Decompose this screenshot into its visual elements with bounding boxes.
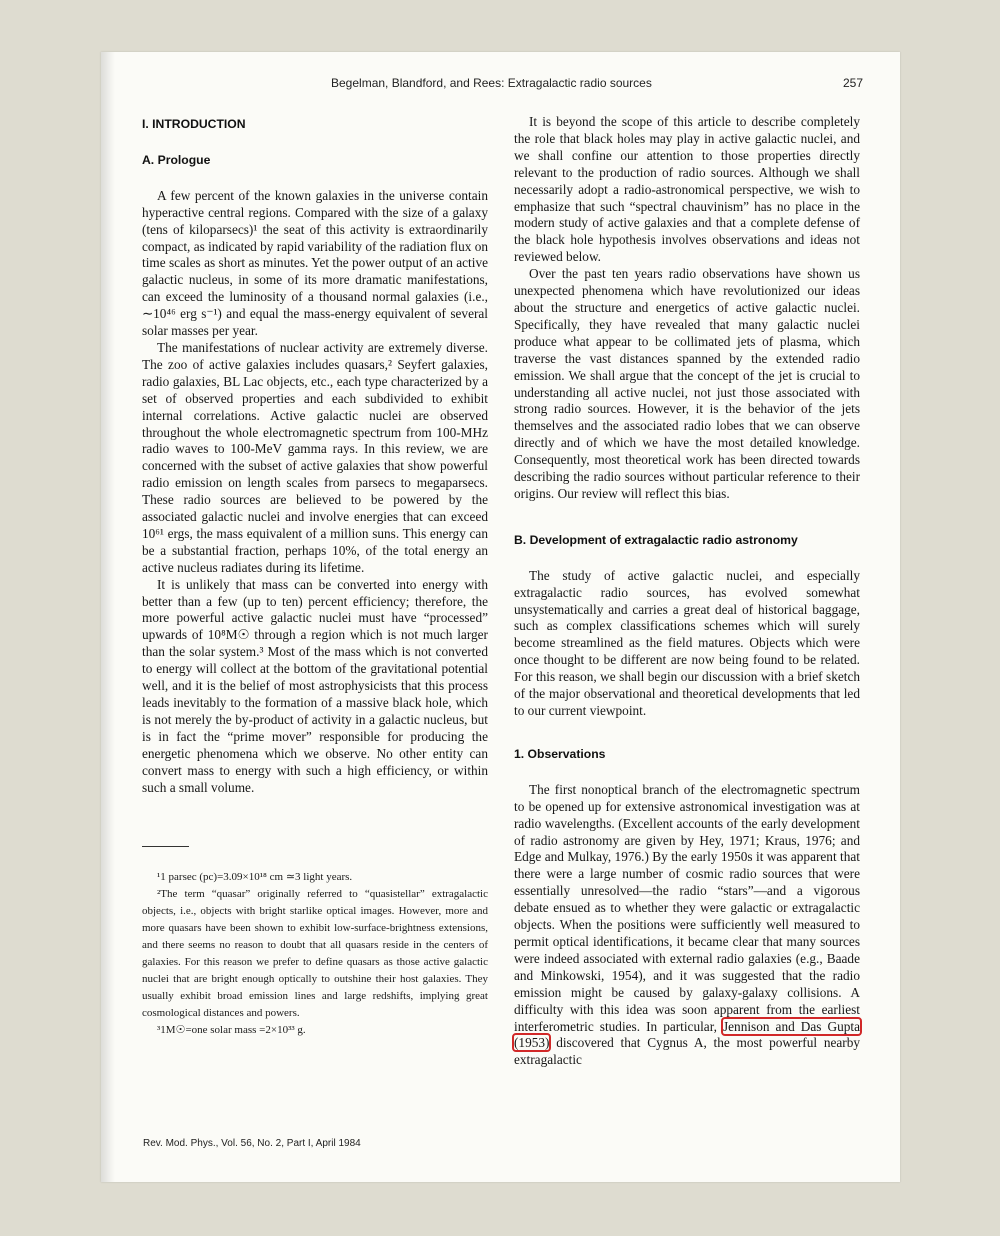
highlighted-citation[interactable]: Jennison and Das Gupta (1953) [514, 1018, 860, 1051]
page-number: 257 [842, 76, 863, 90]
running-head-title: Begelman, Blandford, and Rees: Extragalactic radio sources [331, 76, 652, 90]
section-heading-introduction: I. INTRODUCTION [142, 117, 246, 131]
footnote-rule [142, 846, 189, 847]
journal-reference: Rev. Mod. Phys., Vol. 56, No. 2, Part I, April 1984 [143, 1138, 361, 1149]
paragraph: A few percent of the known galaxies in the universe contain hyperactive central regions. Compared with the size of a galaxy (tens of kiloparsecs)¹ the seat of this activity is extraordinarily compact, as indicated by rapid variability of the radiation flux on time scales as short as minutes. Yet the power output of an active galactic nucleus, in some of its more dramatic manifestations, can exceed the luminosity of a thousand normal galaxies (i.e., ∼10⁴⁶ erg s⁻¹) and equal the mass-energy equivalent of several solar masses per year. [142, 187, 488, 339]
subsection-heading-prologue: A. Prologue [142, 152, 211, 167]
paragraph: Over the past ten years radio observations have shown us unexpected phenomena which have revolutionized our ideas about the structure and energetics of active galactic nuclei. Specifically, they have revealed that many galactic nuclei produce what appear to be collimated jets of plasma, which traverse the vast distances spanned by the extended radio emission. We shall argue that the concept of the jet is crucial to understanding all active nuclei, not just those associated with strong radio sources. However, it is the behavior of the jets themselves and the associated radio lobes that we can observe directly and of which we have the most detailed knowledge. Consequently, most theoretical work has been directed towards describing the radio sources without particular reference to their origins. Our review will reflect this bias. [514, 266, 860, 501]
paragraph-text: The first nonoptical branch of the electromagnetic spectrum to be opened up for extensive astronomical investigation was at radio wavelengths. (Excellent accounts of the early development of radio astronomy are given by Hey, 1971; Kraus, 1976; and Edge and Mulkay, 1976.) By the early 1950s it was apparent that there were a large number of cosmic radio sources that were essentially unresolved—the radio “stars”—and a vigorous debate ensued as to whether they were galactic or extragalactic objects. When the positions were sufficiently well measured to permit optical identifications, it became clear that many sources were indeed associated with external radio galaxies (e.g., Baade and Minkowski, 1954), and it was suggested that the radio emission might be caused by galaxy-galaxy collisions. A difficulty with this idea was soon apparent from the earliest interferometric studies. In particular, [514, 781, 860, 1034]
footnote-1: ¹1 parsec (pc)=3.09×10¹⁸ cm ≃3 light years. [157, 871, 353, 884]
left-column [142, 114, 488, 1039]
subsection-heading-development: B. Development of extragalactic radio astronomy [514, 532, 798, 547]
journal-page [101, 52, 900, 1182]
footnote-3: ³1M☉=one solar mass =2×10³³ g. [157, 1023, 306, 1036]
footnote-2: ²The term “quasar” originally referred to “quasistellar” extragalactic objects, i.e., objects with bright starlike optical images. However, more and more quasars have been shown to exhibit low-surface-brightness extensions, and there seems no reason to doubt that all quasars reside in the centers of galaxies. For this reason we prefer to define quasars as those active galactic nuclei that are bright enough optically to outshine their host galaxies. They usually exhibit broad emission lines and large redshifts, implying great cosmological distances and powers. [142, 888, 488, 1019]
subsubsection-heading-observations: 1. Observations [514, 746, 606, 761]
paragraph: It is unlikely that mass can be converted into energy with better than a few (up to ten) percent efficiency; therefore, the more powerful active galactic nuclei must have “processed” upwards of 10⁸M☉ through a region which is not much larger than the solar system.³ Most of the mass which is not converted to energy will collect at the bottom of the gravitational potential well, and it is the belief of most astrophysicists that this process leads inevitably to the formation of a massive black hole, which is not merely the by-product of activity in a galactic nucleus, but is in fact the “prime mover” responsible for producing the energetic phenomena which we observe. No other entity can convert mass to energy with such a high efficiency, or within such a small volume. [142, 576, 488, 795]
paragraph: The manifestations of nuclear activity are extremely diverse. The zoo of active galaxies includes quasars,² Seyfert galaxies, radio galaxies, BL Lac objects, etc., each type characterized by a set of observed properties and each subdivided to exhibit internal correlations. Active galactic nuclei are observed throughout the whole electromagnetic spectrum from 100-MHz radio waves to 100-MeV gamma rays. In this review, we are concerned with the subset of active galaxies that show powerful radio emission on length scales from parsecs to megaparsecs. These radio sources are believed to be powered by the associated galactic nuclei and involve energies that can exceed 10⁶¹ ergs, the mass equivalent of a million suns. This energy can be a substantial fraction, perhaps 10%, of the total energy an active nucleus radiates during its lifetime. [142, 339, 488, 575]
paragraph: It is beyond the scope of this article to describe completely the role that black holes may play in active galactic nuclei, and we shall confine our attention to those properties directly relevant to the production of radio sources. Although we shall necessarily adopt a radio-astronomical perspective, we wish to emphasize that such “spectral chauvinism” has no place in the modern study of active galaxies and that a complete defense of the black hole hypothesis involves observations and ideas not reviewed below. [514, 114, 860, 265]
page-spine-shadow [101, 52, 115, 1182]
paragraph-observations [514, 782, 860, 1069]
running-head [101, 76, 900, 96]
paragraph-text: discovered that Cygnus A, the most powerful nearby extragalactic [514, 1035, 860, 1068]
right-column [514, 114, 860, 1069]
paragraph: The study of active galactic nuclei, and especially extragalactic radio sources, has evolved somewhat unsystematically and carries a great deal of historical baggage, such as complex classifications schemes which will surely become streamlined as the field matures. Objects which were once thought to be different are now being found to be related. For this reason, we shall begin our discussion with a brief sketch of the major observational and theoretical developments that led to our current viewpoint. [514, 567, 860, 718]
